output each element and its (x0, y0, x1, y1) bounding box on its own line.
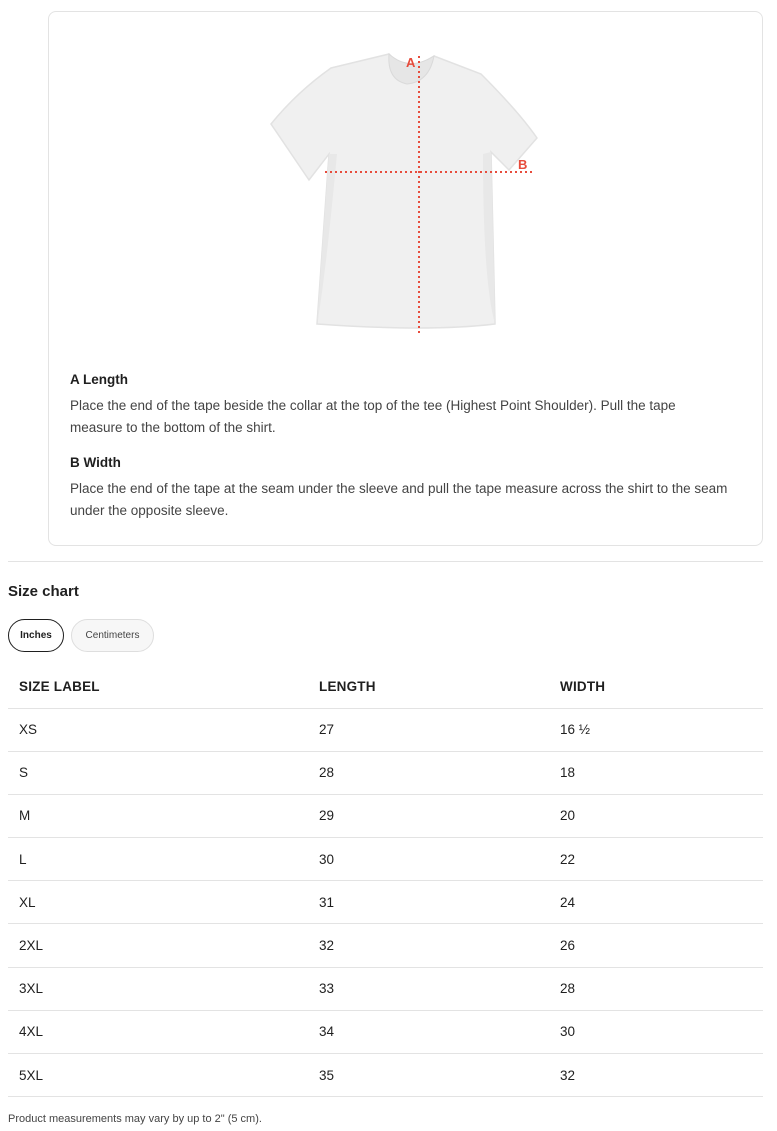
length-cell: 31 (308, 881, 549, 924)
size-cell: XS (8, 708, 308, 751)
width-cell: 16 ½ (549, 708, 763, 751)
width-cell: 30 (549, 1010, 763, 1053)
width-cell: 24 (549, 881, 763, 924)
size-cell: 5XL (8, 1054, 308, 1097)
size-cell: 4XL (8, 1010, 308, 1053)
length-cell: 27 (308, 708, 549, 751)
width-cell: 28 (549, 967, 763, 1010)
size-cell: M (8, 794, 308, 837)
length-cell: 28 (308, 751, 549, 794)
size-table (8, 665, 763, 1097)
table-row (8, 1010, 763, 1053)
size-cell: 3XL (8, 967, 308, 1010)
unit-toggle (8, 619, 154, 652)
centimeters-button[interactable]: Centimeters (71, 619, 154, 652)
header-length: LENGTH (308, 665, 549, 708)
width-cell: 32 (549, 1054, 763, 1097)
length-cell: 32 (308, 924, 549, 967)
table-row (8, 708, 763, 751)
section-divider (8, 561, 763, 562)
width-title: B Width (70, 455, 121, 470)
width-instructions (70, 455, 730, 521)
inches-button[interactable]: Inches (8, 619, 64, 652)
width-cell: 26 (549, 924, 763, 967)
width-cell: 18 (549, 751, 763, 794)
table-header-row (8, 665, 763, 708)
marker-b-label: B (518, 157, 528, 172)
length-cell: 35 (308, 1054, 549, 1097)
table-row (8, 838, 763, 881)
width-cell: 20 (549, 794, 763, 837)
table-row (8, 751, 763, 794)
tshirt-icon (269, 42, 544, 342)
length-text: Place the end of the tape beside the collar at the top of the tee (Highest Point Shoulder). Pull the tape measure to the bottom of the shirt. (70, 398, 676, 435)
size-cell: S (8, 751, 308, 794)
size-cell: XL (8, 881, 308, 924)
measurement-footnote: Product measurements may vary by up to 2" (5 cm). (8, 1113, 262, 1125)
table-row (8, 967, 763, 1010)
size-cell: 2XL (8, 924, 308, 967)
marker-a-label: A (406, 55, 416, 70)
length-cell: 29 (308, 794, 549, 837)
length-instructions (70, 372, 730, 438)
header-width: WIDTH (549, 665, 763, 708)
size-cell: L (8, 838, 308, 881)
table-row (8, 881, 763, 924)
table-row (8, 924, 763, 967)
table-row (8, 794, 763, 837)
width-cell: 22 (549, 838, 763, 881)
length-cell: 30 (308, 838, 549, 881)
table-row (8, 1054, 763, 1097)
tshirt-diagram (269, 42, 544, 342)
length-cell: 33 (308, 967, 549, 1010)
length-title: A Length (70, 372, 128, 387)
measurement-guide-card (48, 11, 763, 546)
header-size-label: SIZE LABEL (8, 665, 308, 708)
length-cell: 34 (308, 1010, 549, 1053)
width-text: Place the end of the tape at the seam under the sleeve and pull the tape measure across the shirt to the seam under the opposite sleeve. (70, 481, 728, 518)
size-chart-title: Size chart (8, 583, 79, 600)
